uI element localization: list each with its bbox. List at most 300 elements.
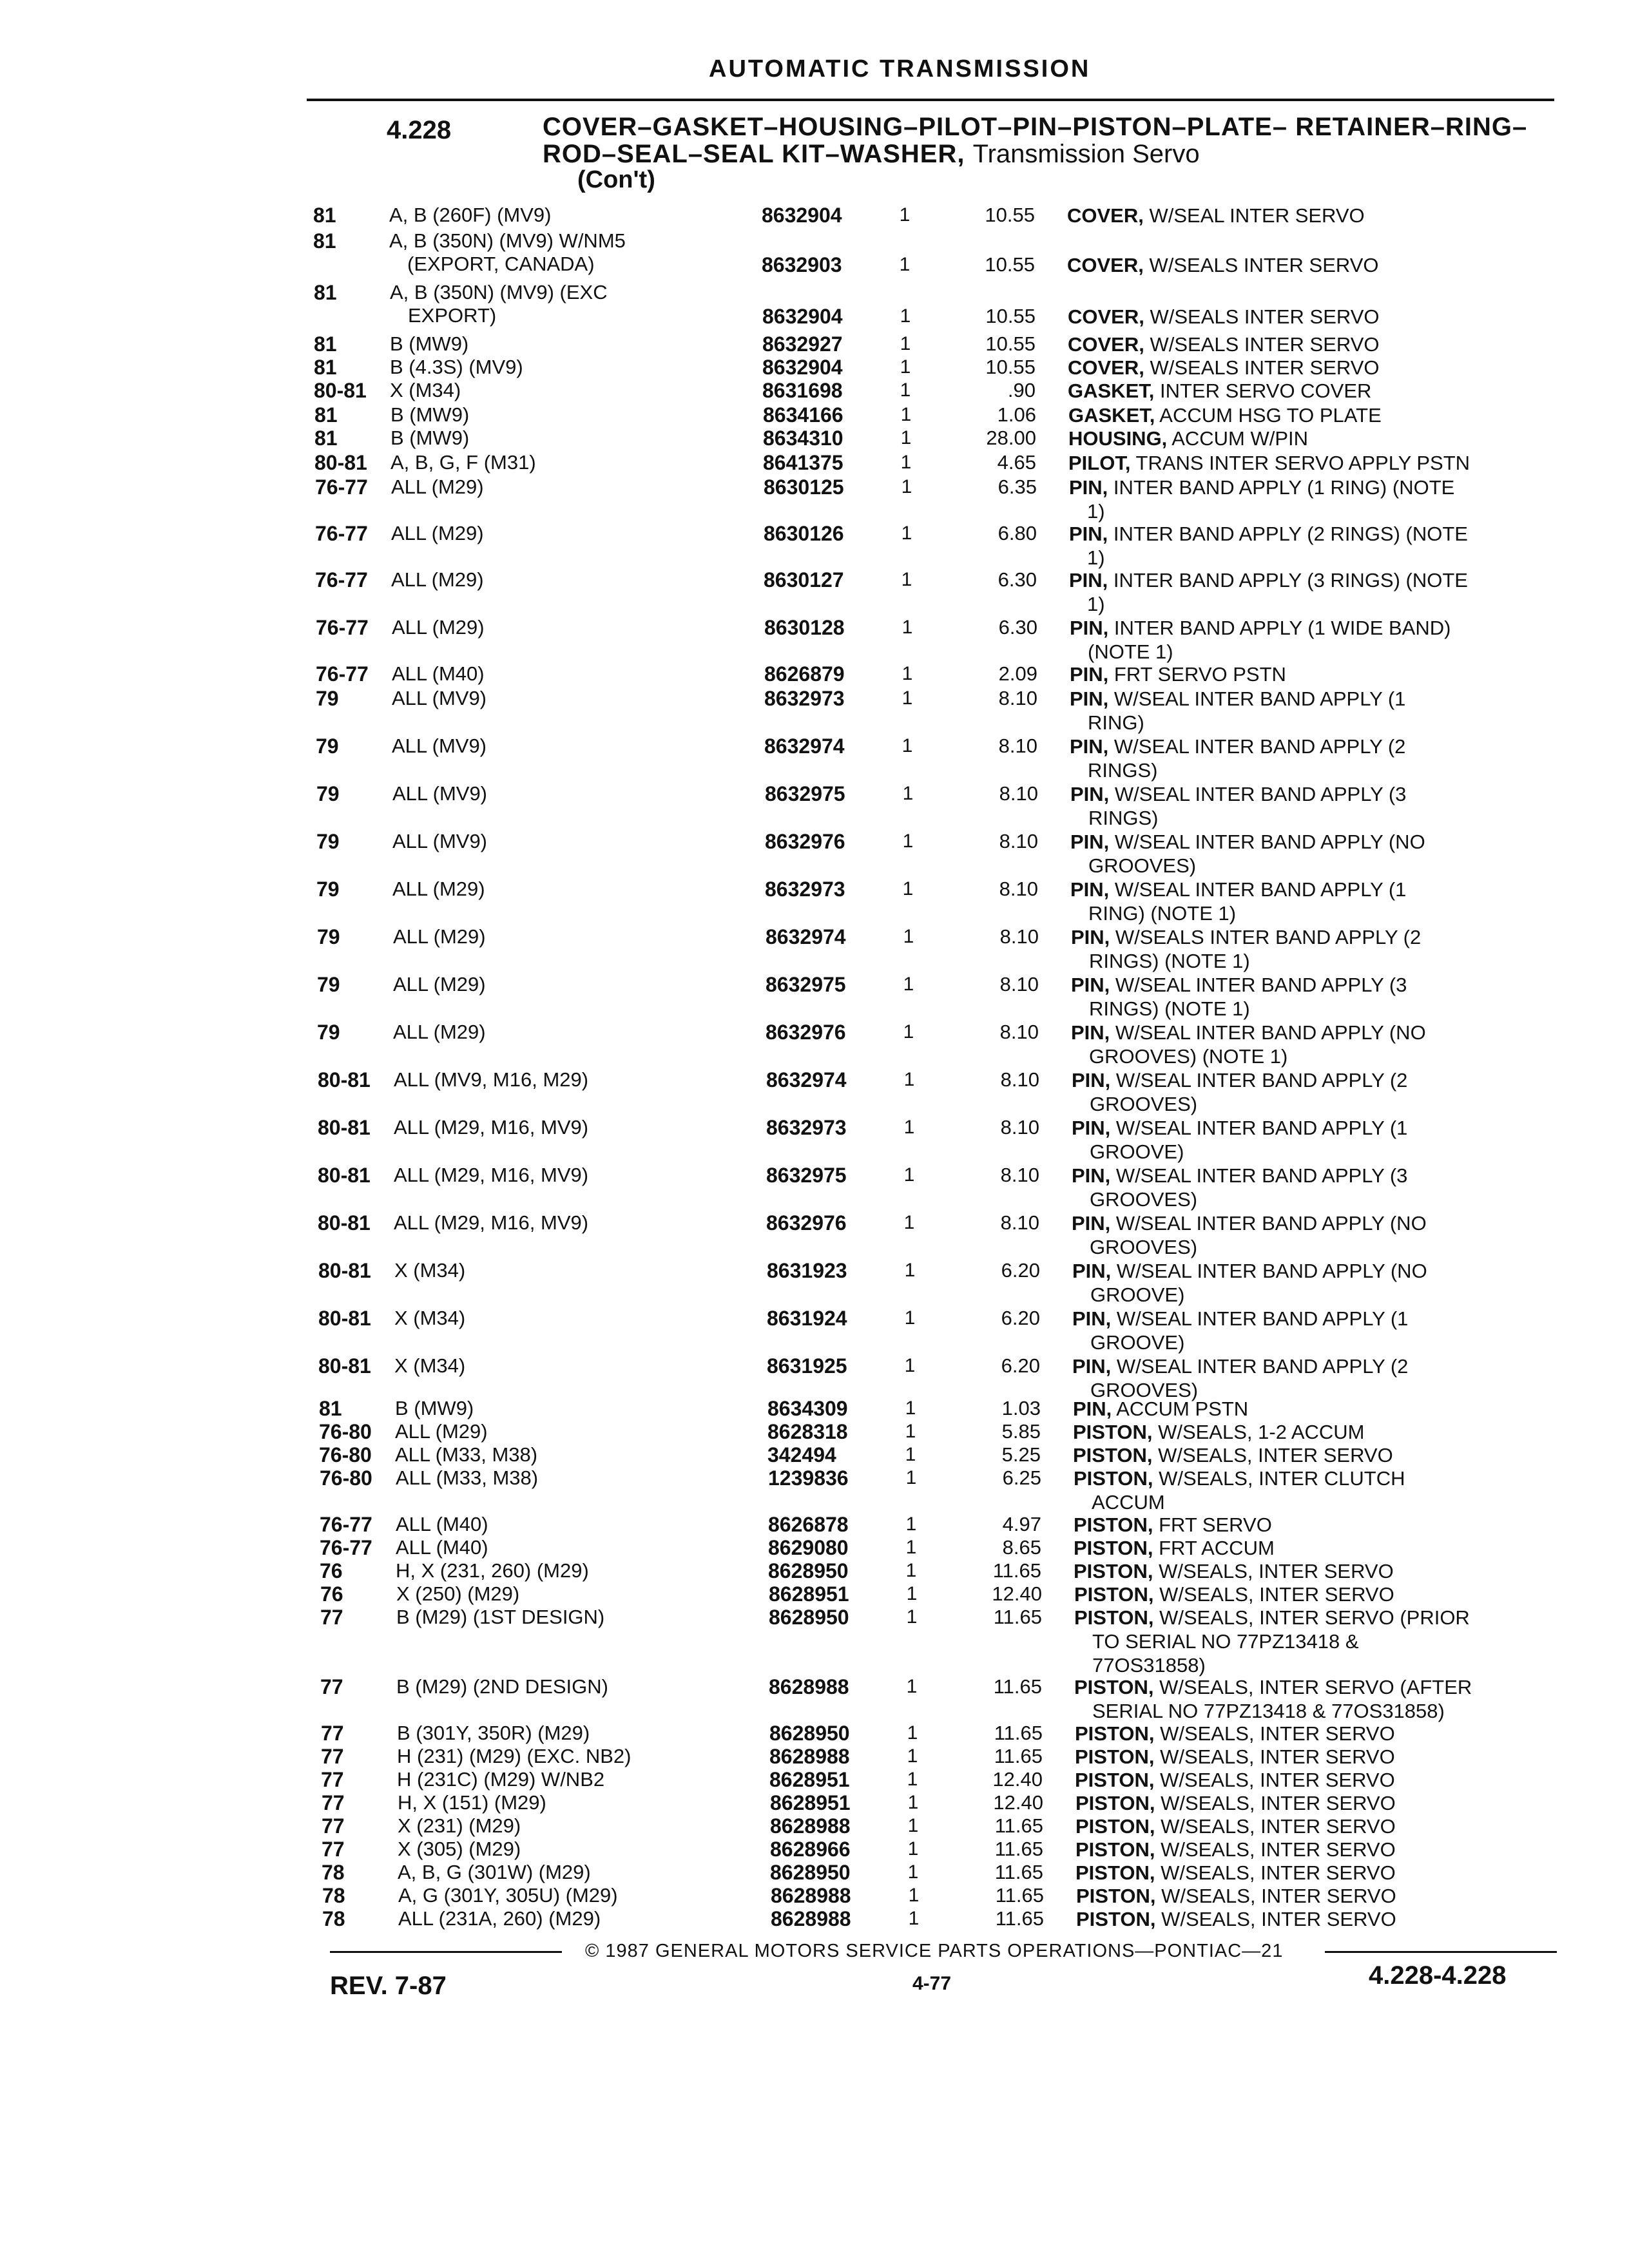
description-line: RING) [1088, 711, 1144, 734]
quantity: 1 [901, 687, 913, 709]
quantity: 1 [900, 404, 912, 425]
description-rest: ACCUM W/PIN [1167, 427, 1309, 450]
application-line: X (231) (M29) [398, 1814, 521, 1837]
model-year: 80-81 [318, 1211, 371, 1235]
description [1075, 1722, 1526, 1745]
model-year: 79 [317, 973, 340, 996]
footer-rule-right [1325, 1951, 1557, 1953]
description [1070, 830, 1521, 878]
application [389, 204, 552, 227]
description-line [1068, 356, 1519, 380]
application-line: B (4.3S) (MV9) [390, 356, 523, 378]
description-rest: W/SEAL INTER BAND APPLY (3 [1110, 1164, 1408, 1187]
description [1071, 925, 1522, 973]
description-keyword: PIN, [1070, 687, 1109, 710]
page-title: AUTOMATIC TRANSMISSION [709, 55, 1091, 82]
description-line [1075, 1722, 1526, 1745]
description-keyword: PIN, [1069, 523, 1108, 545]
application [396, 1606, 604, 1629]
application-line: A, G (301Y, 305U) (M29) [398, 1884, 618, 1907]
application [390, 281, 608, 327]
description-keyword: PISTON, [1075, 1722, 1155, 1745]
description-keyword: PIN, [1070, 617, 1109, 639]
description [1075, 1791, 1527, 1815]
part-number: 8632974 [764, 735, 845, 758]
description-keyword: PIN, [1070, 783, 1110, 805]
description-line [1073, 1397, 1524, 1421]
application [390, 379, 461, 402]
table-row [0, 616, 1629, 663]
model-year: 76 [320, 1582, 343, 1606]
application [398, 1884, 618, 1907]
table-row [0, 522, 1629, 569]
quantity: 1 [907, 1722, 918, 1744]
model-year: 79 [316, 782, 340, 805]
description [1074, 1582, 1525, 1606]
application [393, 1021, 486, 1044]
description-line [1076, 1884, 1527, 1908]
price: 10.55 [985, 332, 1036, 355]
description [1075, 1745, 1526, 1769]
price: 11.65 [994, 1861, 1043, 1883]
model-year: 81 [314, 403, 338, 427]
description [1071, 973, 1522, 1021]
description-rest: W/SEAL INTER BAND APPLY (3 [1109, 783, 1407, 805]
description-line [1068, 305, 1519, 329]
section-title-tail: Transmission Servo [972, 140, 1200, 168]
description-rest: W/SEALS, INTER SERVO [1155, 1792, 1396, 1814]
description-line [1068, 451, 1519, 475]
description-keyword: PISTON, [1074, 1583, 1154, 1606]
application-line: B (MW9) [390, 427, 470, 449]
description-line: RINGS) [1088, 807, 1159, 829]
application-line: A, B (350N) (MV9) W/NM5 [389, 229, 626, 252]
model-year: 76-77 [315, 522, 368, 545]
price: 10.55 [985, 356, 1036, 378]
application-line: ALL (M29) [393, 1021, 486, 1043]
application [397, 1768, 604, 1791]
application-line: ALL (M33, M38) [396, 1466, 539, 1489]
part-number: 8632975 [766, 1164, 847, 1187]
quantity: 1 [906, 1583, 918, 1604]
application [390, 332, 468, 356]
model-year: 76-77 [316, 616, 369, 639]
description-keyword: PIN, [1070, 878, 1110, 901]
description-line [1075, 1768, 1526, 1792]
application [390, 403, 469, 427]
model-year: 79 [316, 735, 339, 758]
description-line: GROOVES) [1088, 854, 1197, 877]
part-number: 8628950 [769, 1722, 850, 1745]
model-year: 81 [314, 427, 338, 450]
model-year: 76-80 [319, 1443, 372, 1466]
application [396, 1559, 589, 1582]
description [1074, 1466, 1525, 1514]
description [1069, 522, 1520, 570]
price: 12.40 [992, 1582, 1042, 1605]
description-line [1076, 1907, 1527, 1931]
quantity: 1 [904, 1355, 916, 1376]
price: 4.97 [1002, 1513, 1041, 1535]
price: 12.40 [992, 1768, 1043, 1791]
model-year: 77 [320, 1675, 343, 1698]
description-keyword: PISTON, [1076, 1908, 1156, 1930]
model-year: 79 [317, 1021, 340, 1044]
quantity: 1 [905, 1398, 916, 1419]
description-line [1074, 1675, 1525, 1699]
quantity: 1 [907, 1745, 918, 1767]
application [395, 1397, 474, 1420]
price: 5.25 [1001, 1443, 1041, 1466]
description-line [1074, 1536, 1525, 1560]
description-keyword: COVER, [1068, 356, 1144, 379]
table-row [0, 878, 1629, 925]
description-rest: W/SEAL INTER BAND APPLY (2 [1111, 1355, 1409, 1378]
description-line: (NOTE 1) [1088, 640, 1173, 663]
price: 6.20 [1001, 1259, 1040, 1282]
application-line: ALL (M29) [391, 476, 484, 498]
description-keyword: PIN, [1070, 663, 1109, 686]
description-keyword: PIN, [1072, 1307, 1112, 1330]
model-year: 80-81 [314, 379, 367, 402]
application-line: H, X (231, 260) (M29) [396, 1559, 589, 1582]
description-line [1075, 1838, 1527, 1861]
description-line [1072, 1259, 1523, 1283]
model-year: 76-77 [320, 1513, 372, 1536]
table-row [0, 1536, 1629, 1562]
description [1067, 204, 1518, 227]
part-number: 8634310 [763, 427, 843, 450]
description-rest: W/SEALS, INTER SERVO (PRIOR [1153, 1606, 1470, 1629]
table-row [0, 1116, 1629, 1163]
part-number: 8630125 [764, 476, 844, 499]
application-line: ALL (M29, M16, MV9) [394, 1211, 589, 1234]
quantity: 1 [905, 1467, 917, 1488]
price: 10.55 [985, 305, 1036, 327]
description-line [1070, 662, 1521, 686]
part-number: 8628950 [770, 1861, 851, 1884]
price: 4.65 [997, 451, 1036, 474]
description-keyword: PISTON, [1073, 1421, 1153, 1443]
model-year: 81 [319, 1397, 342, 1420]
table-row [0, 687, 1629, 734]
quantity: 1 [901, 735, 913, 756]
description-rest: W/SEAL INTER BAND APPLY (1 [1111, 1307, 1409, 1330]
price: 1.06 [997, 403, 1036, 426]
page-number: 4-77 [912, 1973, 952, 1994]
part-number: 8630126 [764, 522, 844, 545]
description-line [1070, 735, 1521, 758]
part-number: 8628318 [767, 1420, 848, 1443]
description [1068, 356, 1519, 380]
table-row [0, 1838, 1629, 1863]
application-line: A, B (350N) (MV9) (EXC [390, 281, 608, 303]
description-rest: W/SEAL INTER BAND APPLY (NO [1110, 1212, 1427, 1235]
description-rest: W/SEALS, INTER SERVO [1155, 1885, 1396, 1907]
table-row [0, 476, 1629, 523]
description-rest: TRANS INTER SERVO APPLY PSTN [1130, 452, 1470, 474]
description-line: RINGS) (NOTE 1) [1089, 950, 1250, 972]
application [394, 1068, 588, 1091]
part-number: 8631925 [767, 1354, 847, 1378]
price: 8.10 [1000, 1164, 1039, 1186]
description [1068, 305, 1519, 329]
quantity: 1 [902, 878, 914, 899]
description [1072, 1354, 1523, 1402]
description [1076, 1907, 1527, 1931]
description-keyword: COVER, [1068, 333, 1144, 356]
description-keyword: PISTON, [1074, 1467, 1153, 1490]
description [1074, 1513, 1525, 1537]
application-line: ALL (M29) [392, 616, 485, 639]
price: 8.10 [998, 735, 1037, 757]
application-line: ALL (MV9) [392, 687, 487, 709]
part-number: 8632976 [766, 1021, 846, 1044]
price: 11.65 [993, 1675, 1042, 1698]
description-line [1071, 1021, 1522, 1044]
description-line: 1) [1087, 593, 1105, 615]
description [1068, 403, 1519, 427]
table-row [0, 568, 1629, 615]
description-rest: ACCUM PSTN [1112, 1398, 1249, 1420]
description [1074, 1675, 1525, 1723]
quantity: 1 [906, 1606, 918, 1628]
price: 10.55 [985, 253, 1035, 276]
table-row [0, 1559, 1629, 1585]
model-year: 80-81 [318, 1354, 371, 1378]
price: 1.03 [1001, 1397, 1041, 1419]
model-year: 76 [320, 1559, 343, 1582]
part-number: 8632973 [765, 878, 845, 901]
price: 11.65 [995, 1907, 1044, 1930]
description-keyword: PIN, [1072, 1212, 1111, 1235]
price: 8.10 [999, 1021, 1039, 1043]
description-rest: W/SEALS, INTER SERVO [1154, 1745, 1395, 1768]
model-year: 80-81 [318, 1116, 371, 1139]
description-line: GROOVES) [1090, 1379, 1199, 1401]
description-line: GROOVE) [1090, 1331, 1185, 1354]
description-keyword: HOUSING, [1068, 427, 1168, 450]
part-number: 8628988 [771, 1884, 851, 1907]
description [1075, 1861, 1527, 1885]
quantity: 1 [903, 1212, 915, 1233]
quantity: 1 [905, 1514, 917, 1535]
quantity: 1 [901, 569, 912, 590]
description-rest: W/SEAL INTER BAND APPLY (1 [1110, 1117, 1408, 1139]
application-line: B (M29) (1ST DESIGN) [396, 1606, 605, 1628]
description-rest: W/SEALS, INTER SERVO [1154, 1722, 1395, 1745]
application-line: B (MW9) [395, 1397, 474, 1419]
description-keyword: PIN, [1071, 1021, 1110, 1044]
quantity: 1 [901, 523, 912, 544]
quantity: 1 [902, 783, 914, 804]
application-line: H (231C) (M29) W/NB2 [397, 1768, 605, 1791]
application-line: ALL (MV9) [392, 735, 487, 757]
model-year: 76-77 [320, 1536, 372, 1559]
price: 8.10 [1000, 1116, 1039, 1139]
description [1072, 1259, 1523, 1307]
application [394, 1259, 465, 1282]
quantity: 1 [907, 1861, 919, 1883]
application-line: B (M29) (2ND DESIGN) [396, 1675, 608, 1698]
application-line: ALL (M29) [395, 1420, 488, 1443]
application [393, 925, 486, 948]
description-rest: W/SEALS, 1-2 ACCUM [1152, 1421, 1365, 1443]
description-keyword: GASKET, [1068, 380, 1155, 402]
application-line: ALL (M40) [396, 1513, 488, 1535]
description [1070, 878, 1521, 925]
table-row [0, 1722, 1629, 1747]
model-year: 76-77 [315, 568, 368, 591]
description-line [1074, 1606, 1525, 1629]
description-keyword: PISTON, [1075, 1792, 1155, 1814]
model-year: 81 [314, 356, 337, 379]
part-number: 8626879 [764, 662, 845, 686]
model-year: 77 [321, 1745, 344, 1768]
application [398, 1814, 521, 1838]
description-rest: W/SEALS, INTER SERVO [1152, 1444, 1393, 1466]
description-line [1074, 1466, 1525, 1490]
quantity: 1 [905, 1421, 916, 1442]
description [1075, 1814, 1527, 1838]
description-keyword: PIN, [1070, 831, 1110, 853]
description-keyword: COVER, [1067, 254, 1144, 276]
part-number: 8629080 [768, 1536, 849, 1559]
footer-copyright: © 1987 GENERAL MOTORS SERVICE PARTS OPERATIONS—PONTIAC—21 [585, 1941, 1284, 1961]
table-row [0, 204, 1629, 229]
description-line [1074, 1582, 1525, 1606]
quantity: 1 [903, 1117, 915, 1138]
description-keyword: PIN, [1069, 569, 1108, 591]
part-number: 8628988 [771, 1907, 851, 1930]
part-number: 8634309 [767, 1397, 848, 1420]
quantity: 1 [900, 333, 911, 354]
table-row [0, 1745, 1629, 1771]
table-row [0, 1443, 1629, 1469]
model-year: 80-81 [318, 1164, 371, 1187]
section-title-main: COVER–GASKET–HOUSING–PILOT–PIN–PISTON–PLATE– RETAINER–RING–ROD–SEAL–SEAL KIT–WASHER, [543, 113, 1528, 168]
description-keyword: PISTON, [1075, 1745, 1155, 1768]
description-rest: W/SEAL INTER BAND APPLY (3 [1110, 974, 1407, 996]
description-line [1070, 878, 1521, 901]
price: 10.55 [985, 204, 1035, 226]
description [1072, 1307, 1523, 1354]
description-line [1067, 253, 1518, 277]
application-line: H (231) (M29) (EXC. NB2) [397, 1745, 631, 1767]
description-line [1072, 1068, 1523, 1092]
price: 12.40 [993, 1791, 1043, 1814]
quantity: 1 [900, 452, 912, 473]
price: 28.00 [986, 427, 1036, 449]
price: 11.65 [994, 1838, 1043, 1860]
model-year: 80-81 [314, 451, 367, 474]
description-rest: INTER BAND APPLY (1 WIDE BAND) [1108, 617, 1451, 639]
description-keyword: PIN, [1072, 1164, 1111, 1187]
application-line: ALL (M29, M16, MV9) [394, 1116, 589, 1139]
description-line [1070, 782, 1521, 806]
application [391, 522, 484, 545]
price: 8.65 [1002, 1536, 1041, 1559]
description [1072, 1164, 1523, 1211]
table-row [0, 1814, 1629, 1840]
quantity: 1 [908, 1885, 920, 1906]
description-line [1075, 1861, 1527, 1885]
description-line: TO SERIAL NO 77PZ13418 & [1092, 1630, 1359, 1653]
quantity: 1 [900, 427, 912, 448]
model-year: 81 [314, 332, 337, 356]
price: 6.20 [1001, 1354, 1040, 1377]
description-line [1069, 522, 1520, 546]
price: 8.10 [999, 878, 1038, 900]
model-year: 79 [316, 878, 340, 901]
part-number: 8632904 [762, 356, 843, 379]
application [398, 1791, 546, 1814]
quantity: 1 [905, 1560, 917, 1581]
application-line: H, X (151) (M29) [398, 1791, 546, 1814]
price: 8.10 [999, 782, 1038, 805]
description-rest: W/SEALS, INTER SERVO (AFTER [1153, 1676, 1472, 1698]
description-keyword: PISTON, [1074, 1537, 1153, 1559]
model-year: 78 [322, 1884, 345, 1907]
description [1069, 476, 1520, 523]
model-year: 79 [317, 925, 340, 948]
application [396, 1582, 519, 1606]
description-rest: W/SEALS, INTER SERVO [1155, 1908, 1396, 1930]
model-year: 77 [322, 1814, 345, 1838]
description-rest: W/SEALS INTER SERVO [1144, 356, 1380, 379]
description-line [1067, 204, 1518, 227]
application [397, 1745, 631, 1768]
application-line: ALL (M40) [396, 1536, 488, 1559]
quantity: 1 [903, 974, 914, 995]
quantity: 1 [903, 1069, 915, 1090]
description-line [1075, 1791, 1527, 1815]
description-line: 1) [1087, 500, 1105, 523]
description-line [1068, 332, 1519, 356]
description-rest: W/SEALS, INTER SERVO [1154, 1769, 1395, 1791]
part-number: 8631923 [767, 1259, 847, 1282]
description-rest: INTER BAND APPLY (2 RINGS) (NOTE [1108, 523, 1468, 545]
application [396, 1466, 538, 1490]
application-line: B (301Y, 350R) (M29) [397, 1722, 590, 1744]
part-number: 8632975 [765, 782, 845, 805]
part-number: 8632973 [764, 687, 845, 710]
application [397, 1722, 590, 1745]
application [396, 1513, 488, 1536]
description-line [1068, 403, 1519, 427]
part-number: 8632976 [765, 830, 845, 853]
price: 6.20 [1001, 1307, 1040, 1329]
description-keyword: PIN, [1072, 1069, 1111, 1091]
quantity: 1 [907, 1769, 918, 1790]
table-row [0, 662, 1629, 688]
price: 11.65 [992, 1559, 1041, 1582]
model-year: 81 [314, 281, 337, 304]
part-number: 8632904 [762, 305, 843, 328]
price: 8.10 [999, 973, 1039, 995]
description-line: RING) (NOTE 1) [1088, 902, 1237, 925]
description [1070, 687, 1521, 735]
description-keyword: PIN, [1072, 1260, 1112, 1282]
part-number: 8634166 [763, 403, 843, 427]
table-row [0, 229, 1629, 276]
description-rest: W/SEAL INTER BAND APPLY (2 [1108, 735, 1406, 758]
application-line: ALL (M29) [393, 973, 486, 995]
price: 11.65 [994, 1745, 1043, 1767]
quantity: 1 [901, 617, 913, 638]
description-line [1073, 1420, 1524, 1444]
table-row [0, 925, 1629, 972]
